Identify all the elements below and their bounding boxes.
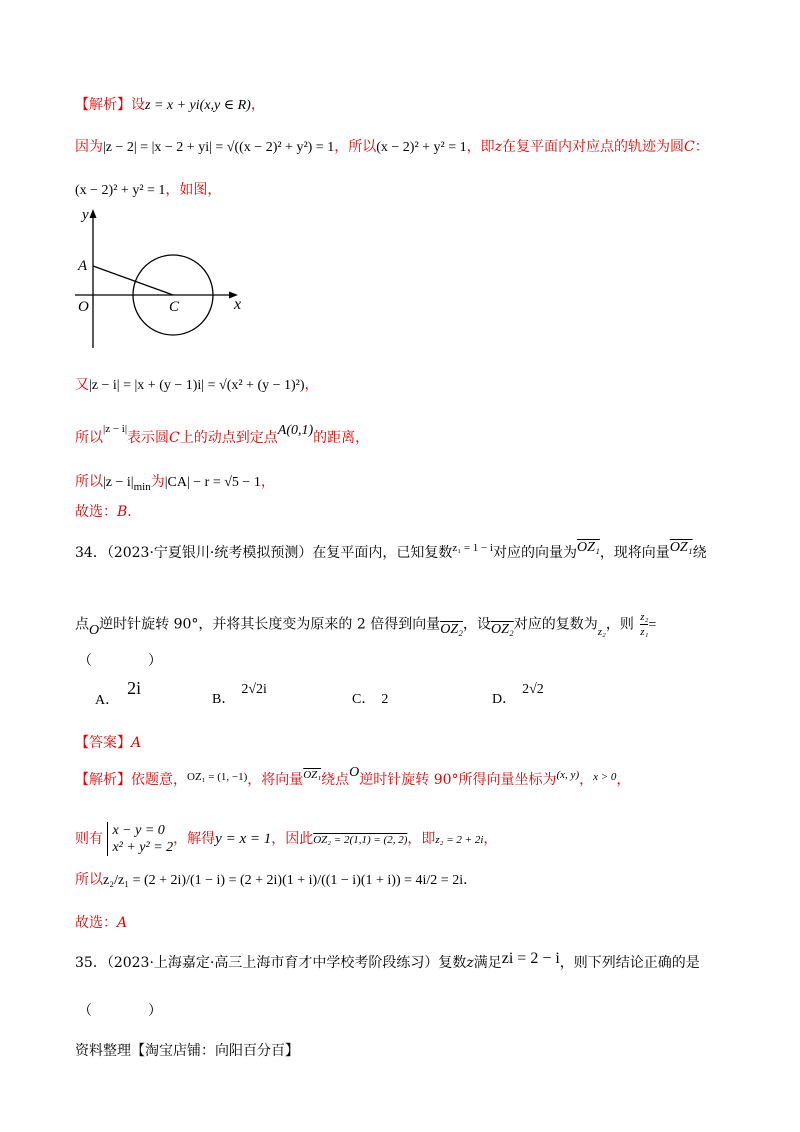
jiexi-line-4: 又|z − i| = |x + (y − 1)i| = √(x² + (y − 1)²)， bbox=[75, 377, 319, 393]
q34-number: 34． bbox=[75, 545, 107, 561]
math-zi: zi = 2 − i bbox=[501, 950, 560, 967]
math-min-value: |CA| − r = √5 − 1 bbox=[164, 475, 261, 490]
point-a-label: A bbox=[78, 258, 88, 274]
jiexi-line-1: 【解析】设z = x + yi(x,y ∈ R)， bbox=[75, 97, 265, 113]
math-z1: z₁ = 1 − i bbox=[452, 542, 494, 554]
choose-line-33: 故选：B． bbox=[75, 504, 142, 520]
math-min: |z − i| bbox=[103, 475, 134, 490]
math-distance: |z − i| = |x + (y − 1)i| = √(x² + (y − 1)²) bbox=[89, 378, 305, 393]
circle-figure bbox=[70, 203, 250, 353]
q34-paren: （ ） bbox=[78, 653, 162, 669]
vec-oz1-b: OZ₁ bbox=[669, 540, 693, 555]
vec-oz1: OZ₁ bbox=[577, 540, 600, 555]
q34-line-1: 34．（2023·宁夏银川·统考模拟预测）在复平面内，已知复数$^{z_1 = 1 - i}$对应的向量为OZ₁，现将向量OZ₁绕 bbox=[75, 540, 707, 561]
math-z-def: z = x + yi(x,y ∈ R) bbox=[145, 98, 251, 113]
math-circle-eq: (x − 2)² + y² = 1 bbox=[376, 140, 467, 155]
jiexi-line-6: 所以$|z - i|_{min}$为|CA| − r = √5 − 1， bbox=[75, 474, 275, 493]
math-circle-eq-2: (x − 2)² + y² = 1 bbox=[75, 183, 166, 198]
q34-jiexi-1: 【解析】依题意，$^{OZ_1 = (1, -1)}$，将向量$^{OZ_1}$绕点O逆时针旋转 90°所得向量坐标为$^{(x, y)}$，$^{x > 0}$， bbox=[75, 765, 631, 788]
y-axis-label: y bbox=[82, 207, 89, 223]
math-quotient: z₂/z₁ = (2 + 2i)/(1 − i) = (2 + 2i)(1 + i)/((1 − i)(1 + i)) = 4i/2 = 2i bbox=[103, 873, 464, 888]
q35-line-1: 35．（2023·上海嘉定·高三上海市育才中学校考阶段练习）复数z满足zi = 2 − i，则下列结论正确的是 bbox=[75, 950, 700, 971]
equation-system: x − y = 0 x² + y² = 2 bbox=[107, 822, 173, 856]
fraction-z2-z1: $\frac{\text{z₂}}{\text{z₁}}$ bbox=[640, 611, 649, 638]
choice-d[interactable]: D．2√2 bbox=[492, 682, 544, 707]
choice-c[interactable]: C． 2 bbox=[352, 692, 389, 707]
point-c-label: C bbox=[169, 299, 180, 315]
q34-jiexi-2: 则有 x − y = 0 x² + y² = 2 ，解得y = x = 1，因此OZ₂ = 2(1,1) = (2, 2)，即z₂ = 2 + 2i， bbox=[75, 823, 498, 855]
q35-source: （2023·上海嘉定·高三上海市育才中学校考阶段练习） bbox=[106, 955, 439, 971]
math-point-a: A(0,1) bbox=[277, 423, 314, 438]
q35-paren: （ ） bbox=[78, 1003, 162, 1019]
choice-b[interactable]: B．2√2i bbox=[212, 682, 267, 707]
vec-oz2-b: OZ₂ bbox=[490, 621, 514, 637]
choose-line-34: 故选：A bbox=[75, 915, 128, 931]
jiexi-tag: 【解析】 bbox=[75, 97, 131, 113]
choice-a[interactable]: A．2i bbox=[95, 678, 142, 708]
jiexi-line-2: 因为|z − 2| = |x − 2 + yi| = √((x − 2)² + y²) = 1，所以(x − 2)² + y² = 1，即z在复平面内对应点的轨迹为圆C： bbox=[75, 139, 709, 155]
page-footer: 资料整理【淘宝店铺：向阳百分百】 bbox=[75, 1043, 299, 1059]
x-axis-label: x bbox=[234, 296, 242, 313]
math-z-minus-i: |z − i| bbox=[103, 423, 128, 435]
jiexi-line-3: (x − 2)² + y² = 1，如图， bbox=[75, 182, 222, 198]
q34-jiexi-3: 所以z₂/z₁ = (2 + 2i)/(1 − i) = (2 + 2i)(1 + i)/((1 − i)(1 + i)) = 4i/2 = 2i． bbox=[75, 872, 478, 888]
answer-line-34: 【答案】A bbox=[75, 735, 142, 751]
origin-label: O bbox=[78, 299, 89, 315]
math-modulus: |z − 2| = |x − 2 + yi| = √((x − 2)² + y²) = 1 bbox=[103, 140, 335, 155]
q34-line-2: 点O逆时针旋转 90°，并将其长度变为原来的 2 倍得到向量OZ₂，设OZ₂对应的复数为$_{z_2}$，则 $\frac{\text{z₂}}{\text{z₁}}$ = bbox=[75, 611, 657, 638]
vec-oz2: OZ₂ bbox=[440, 621, 463, 637]
q34-source: （2023·宁夏银川·统考模拟预测） bbox=[106, 545, 313, 561]
jiexi-line-5: 所以$^{|z - i|}$表示圆C上的动点到定点A(0,1)的距离， bbox=[75, 423, 370, 446]
q35-number: 35． bbox=[75, 955, 107, 971]
